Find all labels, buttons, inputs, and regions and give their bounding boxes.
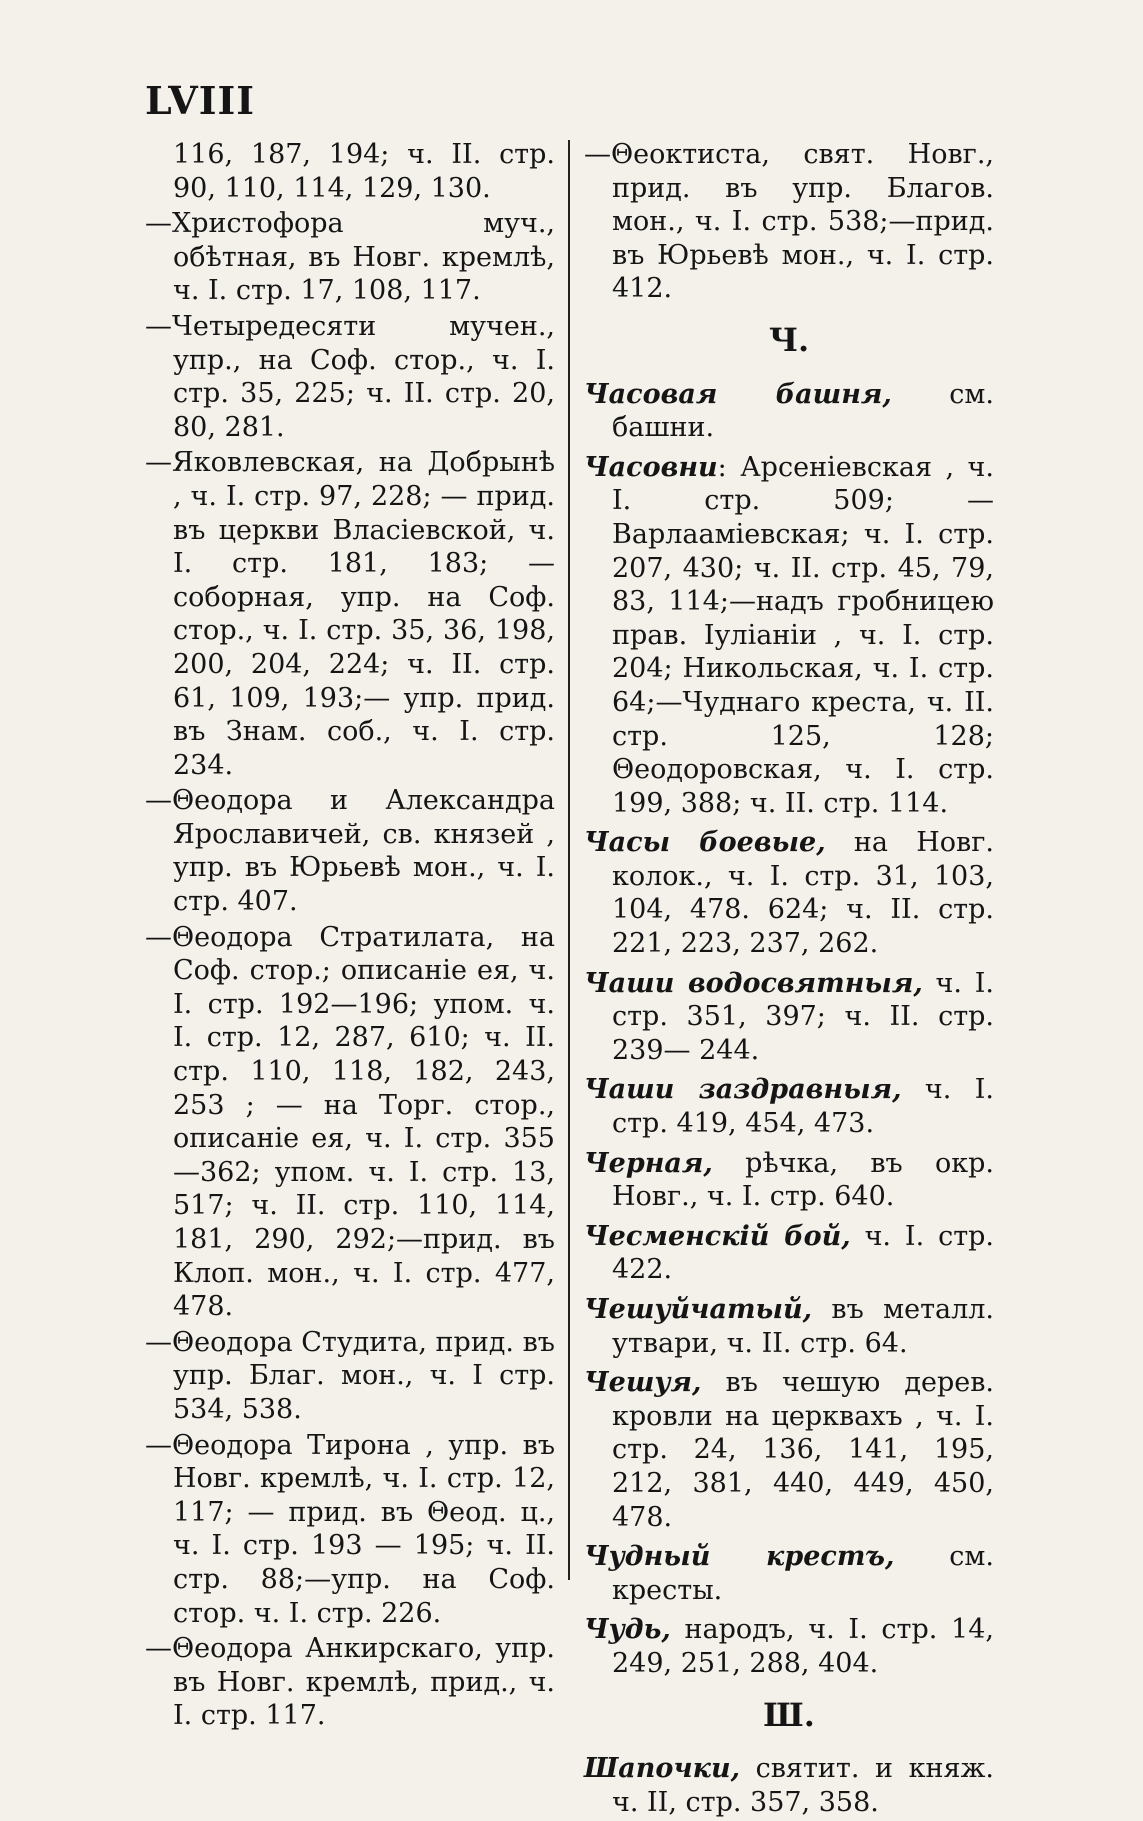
- section-ch-entries: [584, 378, 994, 1681]
- index-term: Чудный крестъ,: [584, 1541, 895, 1573]
- index-term: Часы боевые,: [584, 827, 826, 859]
- index-references: рѣчка, въ окр. Новг., ч. I. стр. 640.: [612, 1147, 994, 1213]
- index-entry: [584, 967, 994, 1068]
- index-references: народъ, ч. I. стр. 14, 249, 251, 288, 404.: [612, 1614, 994, 1679]
- index-term: Чудь,: [584, 1614, 671, 1646]
- index-references: на Новг. колок., ч. I. стр. 31, 103, 104, 478. 624; ч. II. стр. 221, 223, 237, 262.: [612, 827, 994, 960]
- index-term: Шапочки,: [584, 1753, 740, 1785]
- index-term: Чешуя,: [584, 1367, 702, 1399]
- index-entry: [584, 1073, 994, 1140]
- section-letter-sh: Ш.: [763, 1695, 815, 1734]
- index-entry: [584, 826, 994, 960]
- index-entry: [584, 1613, 994, 1680]
- index-entry: [584, 378, 994, 445]
- index-entry: —Яковлевская, на Добрынѣ , ч. I. стр. 97, 228; — прид. въ церкви Власіевской, ч. I. стр. 181, 183; — соборная, упр. на Соф. стор., ч. I. стр. 35, 36, 198, 200, 204, 224; ч. II. стр. 61, 109, 193;— упр. прид. въ Знам. соб., ч. I. стр. 234.: [145, 447, 555, 781]
- index-term: Чаши заздравныя,: [584, 1074, 902, 1106]
- index-entry: [584, 1220, 994, 1287]
- section-letter-ch: Ч.: [768, 320, 810, 359]
- index-entry: [584, 451, 994, 821]
- index-entry: [584, 1147, 994, 1214]
- index-references: см. кресты.: [612, 1541, 994, 1606]
- left-column: [145, 138, 555, 1735]
- right-column: [584, 138, 994, 1821]
- index-entry: 116, 187, 194; ч. II. стр. 90, 110, 114, 129, 130.: [173, 139, 555, 204]
- index-references: ч. I. стр. 419, 454, 473.: [612, 1074, 994, 1140]
- index-entry: [584, 1293, 994, 1360]
- index-references: въ металл. утвари, ч. II. стр. 64.: [612, 1294, 994, 1359]
- index-term: Чесменскій бой,: [584, 1220, 851, 1252]
- index-entry: —Христофора муч., обѣтная, въ Новг. кремлѣ, ч. I. стр. 17, 108, 117.: [145, 208, 555, 307]
- index-references: см. башни.: [612, 378, 994, 444]
- index-references: : Арсеніевская , ч. I. стр. 509; — Варлааміевская; ч. I. стр. 207, 430; ч. II. стр. 45, 79, 83, 114;—надъ гробницею прав. Іуліаніи , ч. I. стр. 204; Никольская, ч. I. стр. 64;—Чуднаго креста, ч. II. стр. 125, 128; Θеодоровская, ч. I. стр. 199, 388; ч. II. стр. 114.: [612, 451, 994, 819]
- index-entry: —Θеодора и Александра Ярославичей, св. князей , упр. въ Юрьевѣ мон., ч. I. стр. 407.: [145, 785, 555, 918]
- page-number: LVIII: [145, 78, 256, 123]
- index-references: ч. I. стр. 351, 397; ч. II. стр. 239— 244.: [612, 967, 994, 1066]
- index-references: въ чешую дерев. кровли на церквахъ , ч. I. стр. 24, 136, 141, 195, 212, 381, 440, 449, 450, 478.: [612, 1367, 994, 1533]
- index-entry: [584, 1752, 994, 1819]
- index-term: Чешуйчатый,: [584, 1294, 813, 1325]
- index-entry: —Четыредесяти мучен., упр., на Соф. стор., ч. I. стр. 35, 225; ч. II. стр. 20, 80, 281.: [145, 310, 555, 443]
- column-divider: [568, 140, 570, 1580]
- index-references: ч. I. стр. 422.: [612, 1220, 994, 1286]
- index-term: Часовни: [584, 451, 718, 483]
- index-entry: —Θеодора Анкирскаго, упр. въ Новг. кремлѣ, прид., ч. I. стр. 117.: [145, 1633, 555, 1732]
- index-entry: [584, 1366, 994, 1534]
- index-references: святит. и княж. ч. II, стр. 357, 358.: [612, 1753, 994, 1818]
- index-entry: —Θеоктиста, свят. Новг., прид. въ упр. Благов. мон., ч. I. стр. 538;—прид. въ Юрьевѣ мон., ч. I. стр. 412.: [584, 139, 994, 305]
- index-term: Часовая башня,: [584, 378, 892, 410]
- index-entry: —Θеодора Студита, прид. въ упр. Благ. мон., ч. I стр. 534, 538.: [145, 1326, 555, 1425]
- index-entry: —Θеодора Тирона , упр. въ Новг. кремлѣ, ч. I. стр. 12, 117; — прид. въ Θеод. ц., ч. I. стр. 193 — 195; ч. II. стр. 88;—упр. на Соф. стор. ч. I. стр. 226.: [145, 1429, 555, 1629]
- index-entry: [584, 1540, 994, 1607]
- index-term: Чаши водосвятныя,: [584, 967, 923, 999]
- section-sh-entries: [584, 1752, 994, 1819]
- index-entry: —Θеодора Стратилата, на Соф. стор.; описаніе ея, ч. I. стр. 192—196; упом. ч. I. стр. 12, 287, 610; ч. II. стр. 110, 118, 182, 243, 253 ; — на Торг. стор., описаніе ея, ч. I. стр. 355—362; упом. ч. I. стр. 13, 517; ч. II. стр. 110, 114, 181, 290, 292;—прид. въ Клоп. мон., ч. I. стр. 477, 478.: [145, 921, 555, 1323]
- index-term: Черная,: [584, 1147, 713, 1179]
- right-column-continued-entries: [584, 138, 994, 306]
